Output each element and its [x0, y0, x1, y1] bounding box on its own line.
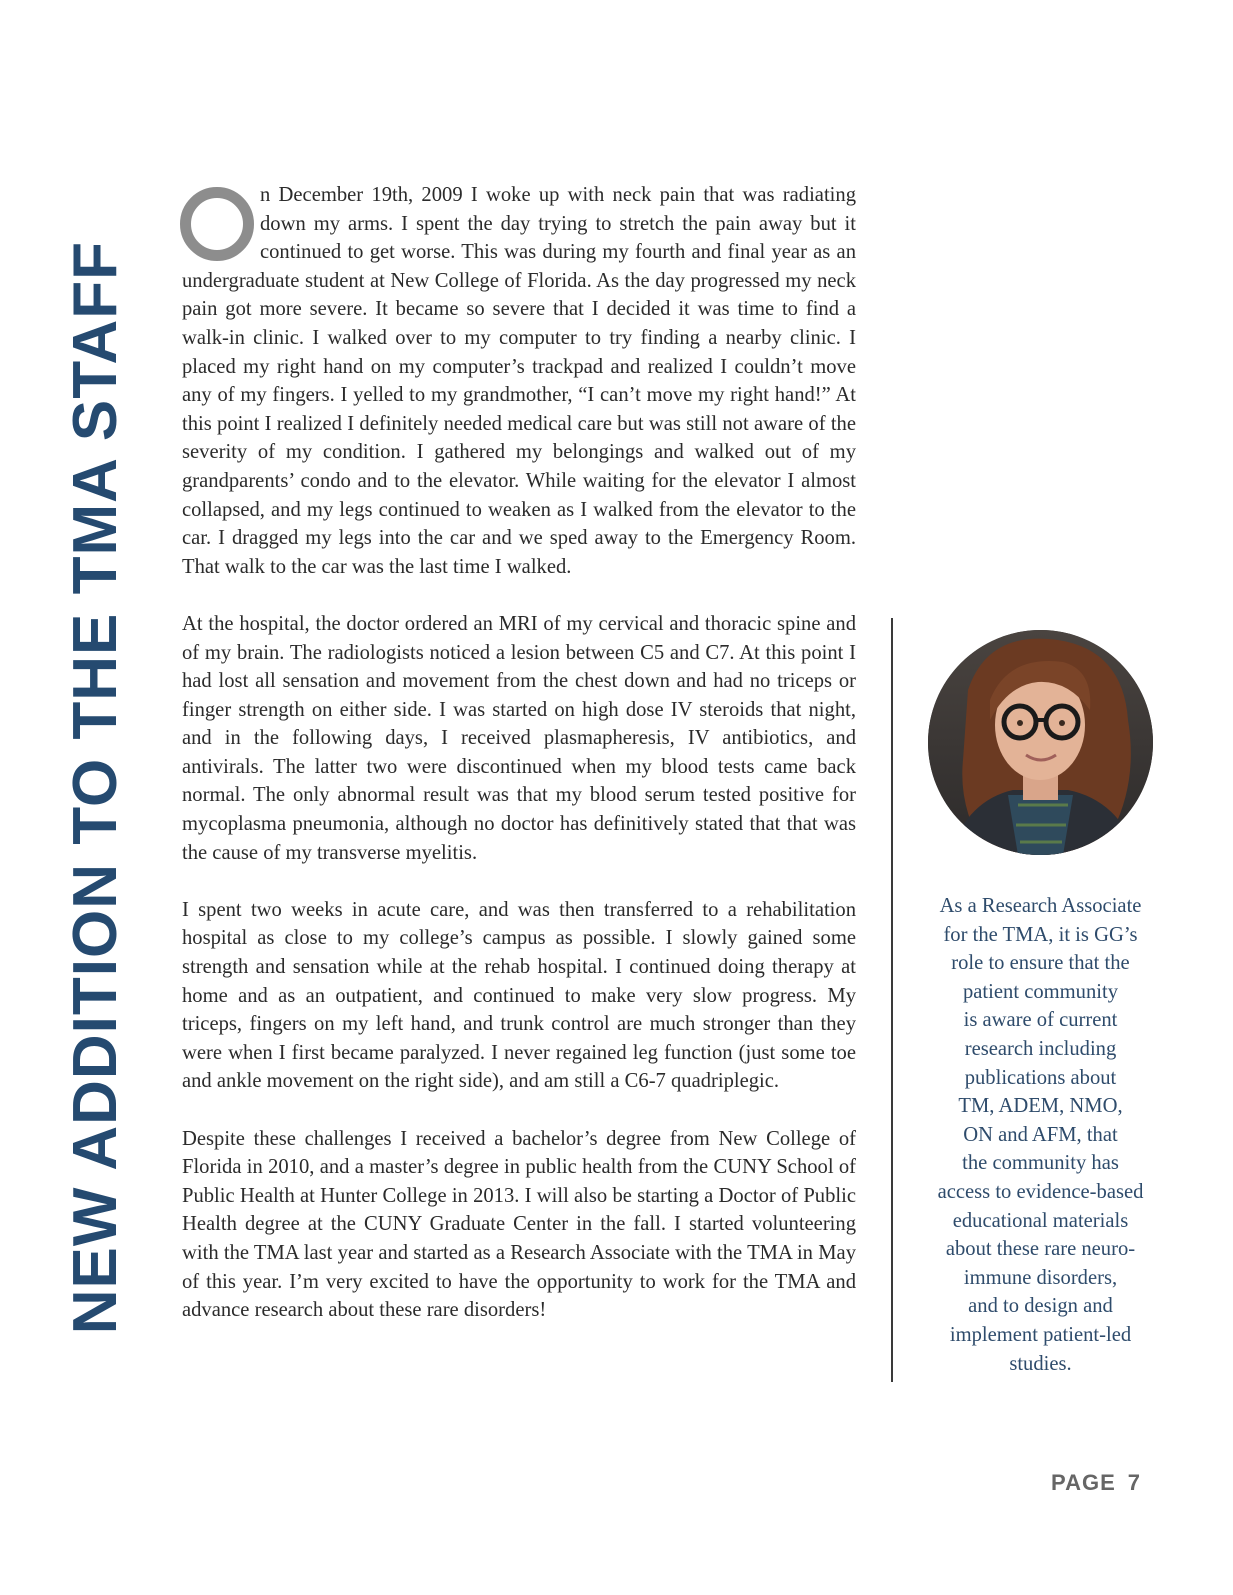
caption-line: role to ensure that the	[951, 952, 1130, 975]
staff-portrait-photo	[928, 630, 1153, 855]
sidebar-caption	[918, 892, 1163, 1378]
caption-line: publications about	[964, 1066, 1117, 1089]
portrait-illustration	[928, 630, 1153, 855]
caption-line: for the TMA, it is GG’s	[943, 923, 1138, 946]
drop-cap-ring-icon	[180, 187, 254, 261]
sidebar-divider	[891, 618, 893, 1382]
article-paragraph-4: Despite these challenges I received a bachelor’s degree from New College of Florida in 2010, and a master’s degree in public health from the CUNY School of Public Health at Hunter College in 2013. I will also be starting a Doctor of Public Health degree at the CUNY Graduate Center in the fall. I started volunteering with the TMA last year and started as a Research Associate with the TMA in May of this year. I’m very excited to have the opportunity to work for the TMA and advance research about these rare disorders!	[182, 1127, 856, 1322]
caption-line: the community has	[962, 1152, 1119, 1175]
side-title	[62, 190, 130, 1385]
page-label: PAGE	[1051, 1470, 1116, 1495]
caption-line: research including	[964, 1037, 1117, 1060]
article-paragraph-1-text: n December 19th, 2009 I woke up with neck pain that was radiating down my arms. I spent the day trying to stretch the pain away but it continued to get worse. This was during my fourth and final year as an undergraduate student at New College of Florida. As the day progressed my neck pain got more severe. It became so severe that I decided it was time to find a walk-in clinic. I walked over to my computer to try finding a nearby clinic. I placed my right hand on my computer’s trackpad and realized I couldn’t move any of my fingers. I yelled to my grandmother, “I can’t move my right hand!” At this point I realized I definitely needed medical care but was still not aware of the severity of my condition. I gathered my belongings and walked out of my grandparents’ condo and to the elevator. While waiting for the elevator I almost collapsed, and my legs continued to weaken as I walked from the elevator to the car. I dragged my legs into the car and we sped away to the Emergency Room. That walk to the car was the last time I walked.	[182, 184, 856, 578]
caption-line: immune disorders,	[963, 1266, 1118, 1289]
article-paragraph-2: At the hospital, the doctor ordered an MRI of my cervical and thoracic spine and of my brain. The radiologists noticed a lesion between C5 and C7. At this point I had lost all sensation and movement from the chest down and had no triceps or finger strength on either side. I was started on high dose IV steroids that night, and in the following days, I received plasmapheresis, IV antibiotics, and antivirals. The latter two were discontinued when my blood tests came back normal. The only abnormal result was that my blood serum tested positive for mycoplasma pneumonia, although no doctor has definitively stated that that was the cause of my transverse myelitis.	[182, 612, 856, 864]
caption-line: is aware of current	[963, 1009, 1118, 1032]
caption-line: and to design and	[968, 1295, 1113, 1318]
article-body	[182, 181, 856, 1353]
caption-line: access to evidence-based	[937, 1180, 1144, 1203]
page-number	[1051, 1470, 1141, 1496]
caption-line: implement patient-led	[949, 1323, 1132, 1346]
caption-line: patient community	[963, 980, 1118, 1003]
side-title-text: NEW ADDITION TO THE TMA STAFF	[61, 240, 130, 1335]
drop-cap	[180, 187, 254, 261]
article-paragraph-3: I spent two weeks in acute care, and was then transferred to a rehabilitation hospital as close to my college’s campus as possible. I slowly gained some strength and sensation while at the rehab hospital. I continued doing therapy at home and as an outpatient, and continued to make very slow progress. My triceps, fingers on my left hand, and trunk control are much stronger than they were when I first became paralyzed. I never regained leg function (just some toe and ankle movement on the right side), and am still a C6-7 quadriplegic.	[182, 898, 856, 1093]
caption-line: about these rare neuro-	[945, 1238, 1136, 1261]
page-number-value: 7	[1127, 1470, 1141, 1495]
caption-line: ON and AFM, that	[963, 1123, 1118, 1146]
article-paragraph-1	[182, 181, 856, 581]
caption-line: As a Research Associate	[939, 895, 1142, 917]
caption-line: studies.	[1009, 1352, 1072, 1375]
caption-line: educational materials	[952, 1209, 1129, 1232]
caption-line: TM, ADEM, NMO,	[958, 1095, 1123, 1118]
